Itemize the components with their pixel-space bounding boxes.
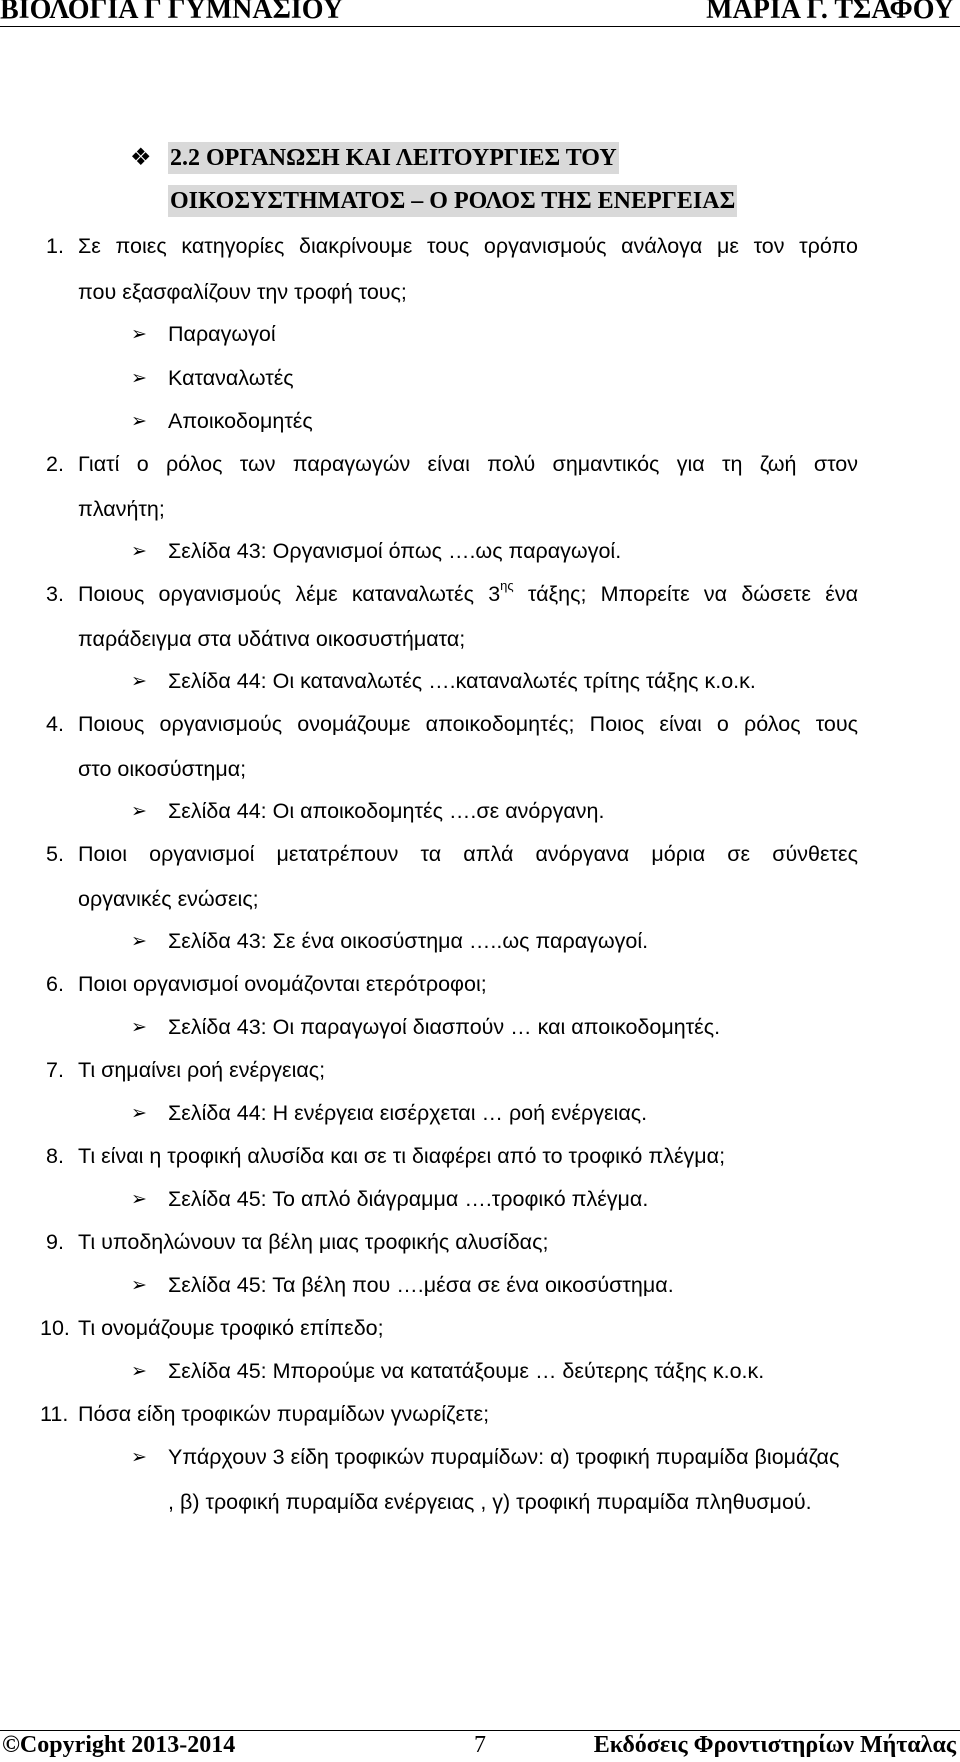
question-text: Ποιοι οργανισμοί ονομάζονται ετερότροφοι; bbox=[78, 972, 487, 996]
answer-text: Σελίδα 45: Τα βέλη που ….μέσα σε ένα οικοσύστημα. bbox=[168, 1273, 674, 1297]
question-number: 7. bbox=[46, 1058, 64, 1082]
page-number: 7 bbox=[474, 1732, 486, 1758]
title-line-1: 2.2 ΟΡΓΑΝΩΣΗ ΚΑΙ ΛΕΙΤΟΥΡΓΙΕΣ ΤΟΥ bbox=[168, 142, 619, 174]
question-text: Τι ονομάζουμε τροφικό επίπεδο; bbox=[78, 1316, 384, 1340]
header-subject: ΒΙΟΛΟΓΙΑ Γ ΓΥΜΝΑΣΙΟΥ bbox=[0, 0, 344, 25]
answer-text: Σελίδα 43: Σε ένα οικοσύστημα …..ως παραγωγοί. bbox=[168, 929, 649, 953]
question-number: 2. bbox=[46, 452, 64, 476]
arrow-bullet-icon: ➢ bbox=[131, 410, 147, 432]
question-text: Ποιους οργανισμούς λέμε καταναλωτές $3^{\eta\varsigma}$ τάξης; Μπορείτε να δώσετε ένα bbox=[78, 578, 858, 606]
answer-text: Σελίδα 44: Η ενέργεια εισέρχεται … ροή ενέργειας. bbox=[168, 1101, 648, 1125]
question-number: 8. bbox=[46, 1144, 64, 1168]
question-text: Τι υποδηλώνουν τα βέλη μιας τροφικής αλυσίδας; bbox=[78, 1230, 549, 1254]
header-author: ΜΑΡΙΑ Γ. ΤΣΑΦΟΥ bbox=[706, 0, 954, 25]
question-text: Τι είναι η τροφική αλυσίδα και σε τι διαφέρει από το τροφικό πλέγμα; bbox=[78, 1144, 726, 1168]
question-text: Γιατί ο ρόλος των παραγωγών είναι πολύ σημαντικός για τη ζωή στον bbox=[78, 452, 858, 476]
arrow-bullet-icon: ➢ bbox=[131, 800, 147, 822]
answer-text: Σελίδα 43: Οργανισμοί όπως ….ως παραγωγοί. bbox=[168, 539, 622, 563]
question-text: Ποιοι οργανισμοί μετατρέπουν τα απλά ανόργανα μόρια σε σύνθετες bbox=[78, 842, 858, 866]
page-footer bbox=[0, 1730, 960, 1762]
answer-text: Σελίδα 44: Οι καταναλωτές ….καταναλωτές τρίτης τάξης κ.ο.κ. bbox=[168, 669, 756, 693]
diamond-bullet-icon: ❖ bbox=[130, 145, 152, 171]
answer-text: Υπάρχουν 3 είδη τροφικών πυραμίδων: α) τροφική πυραμίδα βιομάζας bbox=[168, 1445, 840, 1469]
question-text: Πόσα είδη τροφικών πυραμίδων γνωρίζετε; bbox=[78, 1402, 490, 1426]
question-text: στο οικοσύστημα; bbox=[78, 757, 247, 781]
title-line-2: ΟΙΚΟΣΥΣΤΗΜΑΤΟΣ – Ο ΡΟΛΟΣ ΤΗΣ ΕΝΕΡΓΕΙΑΣ bbox=[168, 185, 737, 217]
question-number: 1. bbox=[46, 234, 64, 258]
answer-text: Καταναλωτές bbox=[168, 366, 294, 390]
arrow-bullet-icon: ➢ bbox=[131, 1188, 147, 1210]
answer-text: Σελίδα 43: Οι παραγωγοί διασπούν … και αποικοδομητές. bbox=[168, 1015, 721, 1039]
question-text: Τι σημαίνει ροή ενέργειας; bbox=[78, 1058, 326, 1082]
arrow-bullet-icon: ➢ bbox=[131, 1102, 147, 1124]
answer-text: , β) τροφική πυραμίδα ενέργειας , γ) τροφική πυραμίδα πληθυσμού. bbox=[168, 1490, 812, 1514]
question-number: 5. bbox=[46, 842, 64, 866]
footer-publisher: Εκδόσεις Φροντιστηρίων Μήταλας bbox=[593, 1732, 956, 1758]
arrow-bullet-icon: ➢ bbox=[131, 367, 147, 389]
question-text: οργανικές ενώσεις; bbox=[78, 887, 259, 911]
arrow-bullet-icon: ➢ bbox=[131, 1360, 147, 1382]
question-text: Σε ποιες κατηγορίες διακρίνουμε τους οργανισμούς ανάλογα με τον τρόπο bbox=[78, 234, 858, 258]
page-header bbox=[0, 0, 960, 27]
question-text: πλανήτη; bbox=[78, 497, 165, 521]
question-text: παράδειγμα στα υδάτινα οικοσυστήματα; bbox=[78, 627, 466, 651]
arrow-bullet-icon: ➢ bbox=[131, 930, 147, 952]
question-number: 10. bbox=[40, 1316, 70, 1340]
answer-text: Σελίδα 44: Οι αποικοδομητές ….σε ανόργανη. bbox=[168, 799, 605, 823]
arrow-bullet-icon: ➢ bbox=[131, 670, 147, 692]
question-number: 4. bbox=[46, 712, 64, 736]
question-number: 9. bbox=[46, 1230, 64, 1254]
arrow-bullet-icon: ➢ bbox=[131, 540, 147, 562]
answer-text: Σελίδα 45: Το απλό διάγραμμα ….τροφικό πλέγμα. bbox=[168, 1187, 649, 1211]
arrow-bullet-icon: ➢ bbox=[131, 323, 147, 345]
footer-copyright: ©Copyright 2013-2014 bbox=[2, 1732, 236, 1758]
question-text: Ποιους οργανισμούς ονομάζουμε αποικοδομητές; Ποιος είναι ο ρόλος τους bbox=[78, 712, 858, 736]
question-number: 3. bbox=[46, 582, 64, 606]
arrow-bullet-icon: ➢ bbox=[131, 1274, 147, 1296]
arrow-bullet-icon: ➢ bbox=[131, 1016, 147, 1038]
answer-text: Αποικοδομητές bbox=[168, 409, 313, 433]
question-text: που εξασφαλίζουν την τροφή τους; bbox=[78, 280, 407, 304]
question-number: 11. bbox=[40, 1402, 69, 1426]
answer-text: Σελίδα 45: Μπορούμε να κατατάξουμε … δεύτερης τάξης κ.ο.κ. bbox=[168, 1359, 765, 1383]
arrow-bullet-icon: ➢ bbox=[131, 1446, 147, 1468]
answer-text: Παραγωγοί bbox=[168, 322, 276, 346]
question-number: 6. bbox=[46, 972, 64, 996]
